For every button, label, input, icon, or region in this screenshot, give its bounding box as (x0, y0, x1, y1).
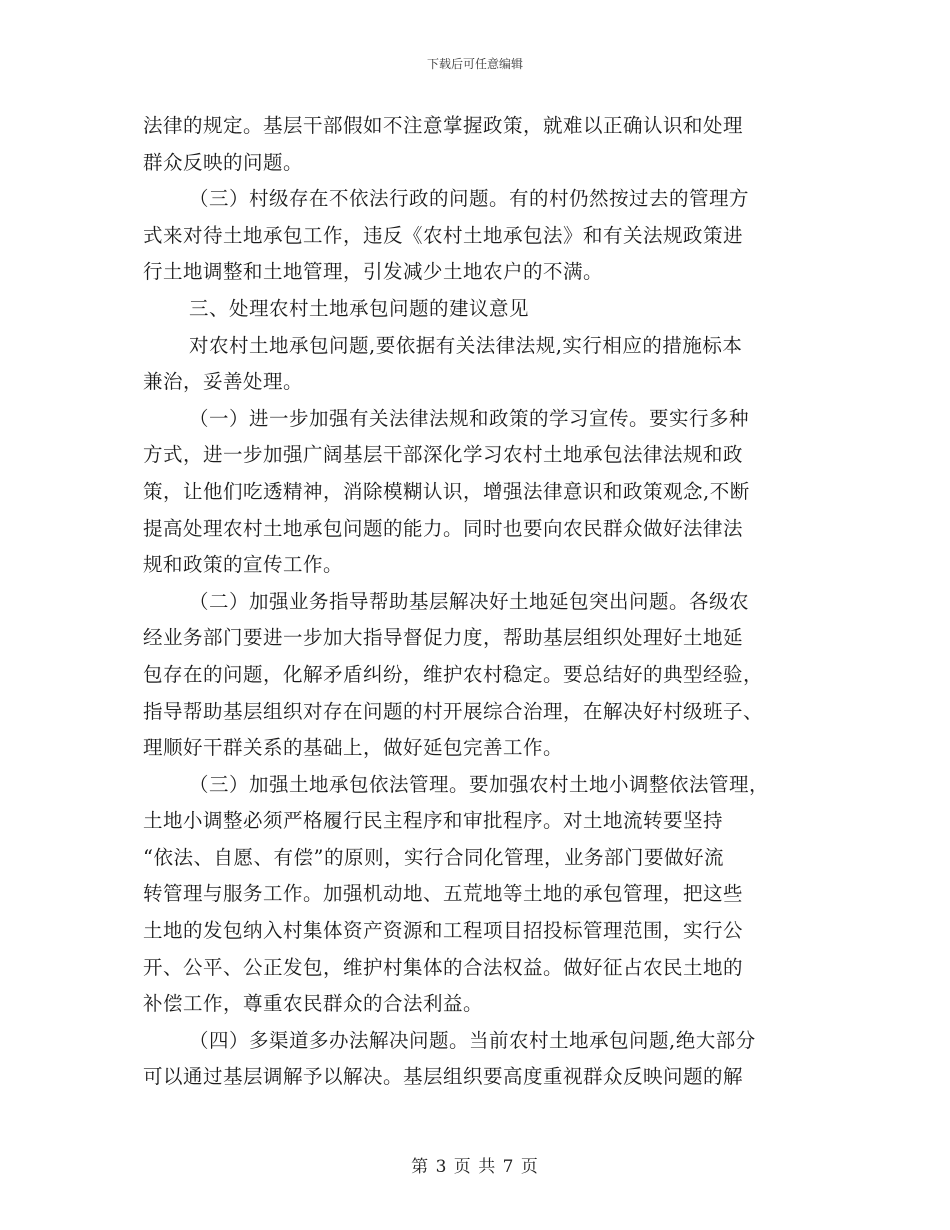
text-line: 行土地调整和土地管理，引发减少土地农户的不满。 (143, 260, 604, 284)
text-line: （四）多渠道多办法解决问题。当前农村土地承包问题,绝大部分 (189, 1028, 756, 1052)
text-line: 法律的规定。基层干部假如不注意掌握政策，就难以正确认识和处理 (143, 114, 744, 137)
text-line: 式来对待土地承包工作，违反《农村土地承包法》和有关法规政策进 (143, 223, 744, 247)
text-line: 兼治，妥善处理。 (143, 370, 304, 394)
text-line: 方式，进一步加强广阔基层干部深化学习农村土地承包法律法规和政 (143, 443, 744, 467)
text-line: 经业务部门要进一步加大指导督促力度，帮助基层组织处理好土地延 (143, 626, 744, 650)
text-line: 对农村土地承包问题,要依据有关法律法规,实行相应的措施标本 (189, 333, 743, 357)
text-line: 策，让他们吃透精神，消除模糊认识，增强法律意识和政策观念,不断 (143, 479, 750, 503)
text-line: 包存在的问题，化解矛盾纠纷，维护农村稳定。要总结好的典型经验， (143, 662, 764, 686)
text-line: 土地小调整必须严格履行民主程序和审批程序。对土地流转要坚持 (143, 809, 724, 833)
text-line: 土地的发包纳入村集体资产资源和工程项目招投标管理范围，实行公 (143, 919, 744, 943)
page-footer: 第 3 页 共 7 页 (411, 1157, 539, 1177)
text-line: 补偿工作，尊重农民群众的合法利益。 (143, 992, 484, 1016)
text-line: 可以通过基层调解予以解决。基层组织要高度重视群众反映问题的解 (143, 1065, 744, 1089)
text-line: （二）加强业务指导帮助基层解决好土地延包突出问题。各级农 (189, 589, 750, 613)
text-line: “依法、自愿、有偿”的原则，实行合同化管理，业务部门要做好流 (143, 845, 724, 869)
text-line: 指导帮助基层组织对存在问题的村开展综合治理，在解决好村级班子、 (143, 699, 764, 723)
text-line: （三）加强土地承包依法管理。要加强农村土地小调整依法管理， (189, 772, 770, 796)
text-line: 三、处理农村土地承包问题的建议意见 (189, 296, 530, 320)
text-line: 理顺好干群关系的基础上，做好延包完善工作。 (143, 736, 564, 760)
text-line: 群众反映的问题。 (143, 150, 304, 174)
document-body (143, 108, 803, 1096)
text-line: （一）进一步加强有关法律法规和政策的学习宣传。要实行多种 (189, 406, 750, 430)
text-line: 开、公平、公正发包，维护村集体的合法权益。做好征占农民土地的 (143, 955, 744, 979)
header-note: 下载后可任意编辑 (426, 57, 523, 71)
text-line: （三）村级存在不依法行政的问题。有的村仍然按过去的管理方 (189, 187, 750, 211)
text-line: 规和政策的宣传工作。 (143, 553, 344, 577)
text-line: 提高处理农村土地承包问题的能力。同时也要向农民群众做好法律法 (143, 516, 744, 540)
text-line: 转管理与服务工作。加强机动地、五荒地等土地的承包管理，把这些 (143, 882, 744, 906)
